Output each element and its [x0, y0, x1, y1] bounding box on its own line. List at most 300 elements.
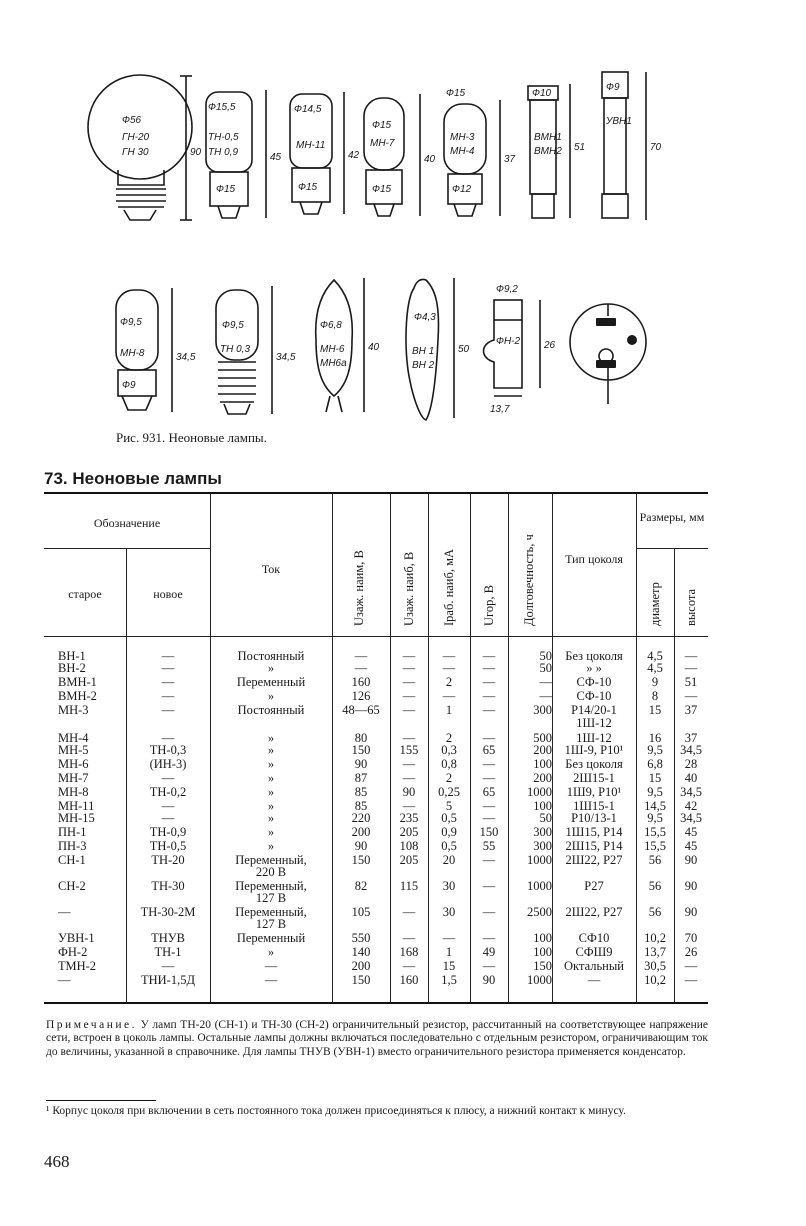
fig-l6-dim: Ф10 [532, 88, 552, 99]
fig-l2-dim: Ф15,5 [208, 102, 236, 113]
cell-new: — [161, 799, 175, 813]
cell-old: МН-4 [58, 731, 89, 745]
cell-u-max: — [402, 771, 416, 785]
cell-current: Переменный [236, 931, 306, 945]
cell-h: — [684, 973, 698, 987]
cell-i: — [442, 689, 456, 703]
fig-b2-b1: ТН 0,3 [220, 344, 251, 355]
fig-l4-h: 40 [424, 154, 436, 165]
cell-u-nom: 220 [351, 811, 371, 825]
cell-life: 150 [533, 959, 552, 973]
cell-i: 1,5 [441, 973, 457, 987]
cell-u-nom: 90 [354, 757, 368, 771]
cell-current: » [267, 689, 275, 703]
cell-h: 90 [684, 853, 698, 867]
cell-life: 50 [539, 649, 552, 663]
cell-old: МН-15 [58, 811, 95, 825]
cell-h: — [684, 649, 698, 663]
cell-d: 15 [648, 771, 662, 785]
cell-i: 2 [445, 771, 453, 785]
cell-h: 90 [684, 879, 698, 893]
cell-u-burn: 55 [482, 839, 496, 853]
fig-b3-b2: МН6а [320, 358, 347, 369]
fig-l1-b2: ГН 30 [122, 147, 149, 158]
cell-new: — [161, 731, 175, 745]
cell-new: — [161, 649, 175, 663]
cell-h: 42 [684, 799, 698, 813]
cell-u-max: — [402, 931, 416, 945]
cell-d: 8 [651, 689, 659, 703]
fig-l7-h: 70 [650, 142, 662, 153]
header-u-burn: Uгор, В [482, 585, 496, 626]
fig-l3-h: 42 [348, 150, 360, 161]
cell-new: — [161, 703, 175, 717]
cell-u-max: — [402, 905, 416, 919]
fig-b2-h: 34,5 [276, 352, 296, 363]
cell-base-line2: 1Ш-12 [576, 716, 612, 730]
fig-b3-b1: МН-6 [320, 344, 345, 355]
cell-u-burn: 90 [482, 973, 496, 987]
cell-u-nom: 150 [351, 973, 371, 987]
header-u-max: Uзаж. наиб, В [402, 551, 416, 626]
cell-life: 100 [533, 945, 552, 959]
cell-base: 1Ш15-1 [573, 799, 615, 813]
cell-old: ТМН-2 [58, 959, 97, 973]
fig-b5-dim: Ф9,2 [496, 284, 518, 295]
cell-current-line2: 220 В [255, 865, 287, 879]
fig-b5-b1: ФН-2 [496, 336, 521, 347]
cell-u-max: 155 [399, 743, 419, 757]
cell-base: Без цоколя [565, 649, 623, 663]
cell-new: ТН-0,2 [149, 785, 187, 799]
table-note [46, 1019, 708, 1059]
header-u-nom: Uзаж. наим, В [352, 550, 366, 626]
cell-h: 28 [684, 757, 698, 771]
header-diameter: диаметр [648, 582, 662, 626]
cell-u-nom: 87 [354, 771, 368, 785]
cell-h: 34,5 [680, 743, 702, 757]
cell-i: 0,3 [441, 743, 457, 757]
cell-old: — [58, 905, 71, 919]
cell-i: 1 [445, 703, 453, 717]
cell-u-burn: — [482, 811, 496, 825]
table-title: 73. Неоновые лампы [44, 469, 222, 488]
cell-d: 13,7 [644, 945, 666, 959]
cell-u-max: — [402, 799, 416, 813]
cell-u-nom: 105 [351, 905, 371, 919]
cell-life: 300 [533, 825, 552, 839]
lamp-mn7 [364, 94, 420, 216]
cell-current-line2: 127 В [255, 891, 287, 905]
cell-life: 300 [533, 839, 552, 853]
cell-old: ВМН-1 [58, 675, 97, 689]
fig-b1-b1: МН-8 [120, 348, 145, 359]
cell-u-nom: 48—65 [342, 703, 380, 717]
table-top-rule [44, 492, 708, 494]
cell-current: » [267, 825, 275, 839]
cell-current: — [264, 959, 278, 973]
cell-u-burn: — [482, 931, 496, 945]
cell-life: 100 [533, 757, 552, 771]
cell-h: 40 [684, 771, 698, 785]
cell-old: УВН-1 [58, 931, 95, 945]
cell-new: — [161, 689, 175, 703]
cell-h: 37 [684, 731, 698, 745]
cell-u-nom: 90 [354, 839, 368, 853]
cell-i: — [442, 649, 456, 663]
cell-old: ПН-3 [58, 839, 87, 853]
cell-u-nom: — [354, 649, 368, 663]
cell-d: 56 [648, 879, 662, 893]
cell-base: 1Ш-9, Р10¹ [564, 743, 624, 757]
fig-l1-dim: Ф56 [122, 115, 142, 126]
cell-h: 26 [684, 945, 698, 959]
fig-b4-b1: ВН 1 [412, 346, 435, 357]
fig-l2-b1: ТН-0,5 [208, 132, 239, 143]
cell-u-nom: 85 [354, 799, 368, 813]
cell-i: 0,25 [438, 785, 460, 799]
header-life: Долговечность, ч [522, 534, 536, 626]
cell-h: 51 [684, 675, 698, 689]
cell-d: 10,2 [644, 973, 666, 987]
cell-u-burn: — [482, 771, 496, 785]
cell-d: 4,5 [647, 661, 663, 675]
cell-old: МН-11 [58, 799, 95, 813]
cell-h: 90 [684, 905, 698, 919]
cell-u-max: 160 [399, 973, 419, 987]
fig-b4-dim: Ф4,3 [414, 312, 436, 323]
cell-old: МН-7 [58, 771, 89, 785]
cell-life: 1000 [527, 785, 552, 799]
fig-l4-dim: Ф15 [372, 120, 392, 131]
cell-base: 1Ш9, Р10¹ [566, 785, 622, 799]
cell-old: МН-6 [58, 757, 89, 771]
cell-new: ТН-1 [154, 945, 182, 959]
cell-current: Переменный, [235, 879, 307, 893]
footnote-rule [46, 1100, 156, 1101]
cell-base: 2Ш22, Р27 [565, 905, 623, 919]
header-base-type: Тип цоколя [565, 552, 623, 566]
cell-u-nom: 150 [351, 853, 371, 867]
cell-base: 2Ш15, Р14 [565, 839, 623, 853]
cell-current: » [267, 731, 275, 745]
cell-base: Р27 [584, 879, 604, 893]
cell-i: 20 [442, 853, 456, 867]
cell-current: Постоянный [237, 703, 305, 717]
cell-d: 15,5 [644, 825, 666, 839]
cell-u-max: 205 [399, 853, 419, 867]
cell-h: 45 [684, 839, 698, 853]
cell-current: » [267, 757, 275, 771]
cell-new: ТН-20 [151, 853, 185, 867]
cell-h: 34,5 [680, 785, 702, 799]
cell-new: ТНИ-1,5Д [140, 973, 195, 987]
cell-u-burn: 65 [482, 785, 496, 799]
fig-b4-h: 50 [458, 344, 470, 355]
cell-new: — [161, 675, 175, 689]
cell-u-burn: — [482, 853, 496, 867]
cell-new: ТН-0,9 [149, 825, 187, 839]
cell-old: ВН-1 [58, 649, 86, 663]
cell-new: — [161, 959, 175, 973]
cell-current: Переменный, [235, 853, 307, 867]
cell-h: 70 [684, 931, 698, 945]
cell-current: » [267, 945, 275, 959]
cell-u-max: — [402, 731, 416, 745]
cell-base: Без цоколя [565, 757, 623, 771]
fig-l6-b1: ВМН1 [534, 132, 562, 143]
cell-new: ТН-0,5 [149, 839, 187, 853]
cell-current: » [267, 799, 275, 813]
cell-u-nom: 550 [351, 931, 371, 945]
cell-u-burn: — [482, 799, 496, 813]
cell-h: 37 [684, 703, 698, 717]
cell-current: » [267, 785, 275, 799]
cell-u-nom: 160 [351, 675, 371, 689]
cell-u-max: — [402, 703, 416, 717]
fig-b1-base: Ф9 [122, 380, 136, 391]
cell-i: 30 [442, 879, 456, 893]
figure-caption: Рис. 931. Неоновые лампы. [116, 430, 267, 445]
cell-current: » [267, 743, 275, 757]
fig-b5-h: 26 [544, 340, 556, 351]
cell-life: 100 [533, 931, 552, 945]
cell-h: — [684, 959, 698, 973]
fig-l5-b2: МН-4 [450, 146, 475, 157]
lamp-mn3 [444, 100, 500, 216]
cell-current: — [264, 973, 278, 987]
cell-u-burn: — [482, 675, 496, 689]
header-height: высота [684, 588, 698, 626]
fig-l5-dim: Ф15 [446, 88, 466, 99]
cell-current: » [267, 839, 275, 853]
cell-u-burn: — [482, 879, 496, 893]
cell-base: СФ-10 [576, 675, 612, 689]
fig-l1-b1: ГН-20 [122, 132, 150, 143]
fig-l7-b1: УВН1 [606, 116, 632, 127]
header-subrule-designation [44, 548, 210, 549]
cell-h: — [684, 689, 698, 703]
cell-u-burn: — [482, 661, 496, 675]
cell-u-nom: 126 [351, 689, 371, 703]
cell-new: (ИН-3) [149, 757, 187, 771]
fig-b5-w: 13,7 [490, 404, 510, 415]
cell-new: — [161, 661, 175, 675]
fig-b3-h: 40 [368, 342, 380, 353]
cell-d: 30,5 [644, 959, 666, 973]
fig-l3-b1: МН-11 [296, 140, 326, 151]
note-label: Примечание. [46, 1019, 137, 1031]
cell-d: 10,2 [644, 931, 666, 945]
fig-l6-h: 51 [574, 142, 586, 153]
cell-life: 2500 [527, 905, 552, 919]
cell-d: 9,5 [647, 743, 663, 757]
fig-l1-h: 90 [190, 147, 202, 158]
cell-d: 9,5 [647, 785, 663, 799]
cell-current: » [267, 771, 275, 785]
fig-l6-b2: ВМН2 [534, 146, 562, 157]
cell-base: 1Ш-12 [576, 731, 612, 745]
cell-i: — [442, 931, 456, 945]
cell-old: — [58, 973, 71, 987]
page-number: 468 [44, 1152, 70, 1171]
cell-old: СН-2 [58, 879, 86, 893]
header-old: старое [68, 587, 102, 601]
cell-life: 200 [533, 771, 552, 785]
cell-u-burn: — [482, 689, 496, 703]
fig-l3-base: Ф15 [298, 182, 318, 193]
cell-life: 1000 [527, 853, 552, 867]
cell-new: ТН-30-2М [140, 905, 196, 919]
cell-u-max: 90 [402, 785, 416, 799]
cell-base: 2Ш15-1 [573, 771, 615, 785]
cell-i: 15 [442, 959, 456, 973]
cell-u-burn: 150 [479, 825, 499, 839]
cell-old: МН-8 [58, 785, 89, 799]
cell-base: — [587, 973, 601, 987]
cell-u-nom: 200 [351, 825, 371, 839]
note-text: У ламп ТН-20 (СН-1) и ТН-30 (СН-2) ограничительный резистор, рассчитанный на соответствующее напряжение сети, встроен в цоколь лампы. Остальные лампы должны включаться последовательно с отдельным резистором, ограничивающим ток до величины, указанной в справочнике. Для лампы ТНУВ (УВН-1) вместо ограничительного резистора применяется конденсатор. [46, 1019, 709, 1058]
header-designation: Обозначение [93, 516, 161, 530]
cell-u-max: — [402, 649, 416, 663]
header-subrule-dims [636, 548, 708, 549]
cell-new: — [161, 771, 175, 785]
cell-base: СФШ9 [575, 945, 613, 959]
cell-new: ТН-30 [151, 879, 185, 893]
cell-new: — [161, 811, 175, 825]
cell-u-nom: 200 [351, 959, 371, 973]
cell-u-max: — [402, 959, 416, 973]
cell-u-nom: 85 [354, 785, 368, 799]
cell-u-max: — [402, 675, 416, 689]
cell-d: 14,5 [644, 799, 666, 813]
cell-i: 0,5 [441, 811, 457, 825]
cell-life: — [539, 689, 552, 703]
cell-d: 9,5 [647, 811, 663, 825]
cell-u-burn: 49 [482, 945, 496, 959]
header-bottom-rule [44, 636, 708, 637]
footnote: ¹ Корпус цоколя при включении в сеть постоянного тока должен присоединяться к плюсу, а нижний контакт к минусу. [46, 1105, 626, 1117]
cell-i: 2 [445, 675, 453, 689]
fig-b1-dim: Ф9,5 [120, 317, 142, 328]
cell-life: 1000 [527, 973, 552, 987]
cell-old: ПН-1 [58, 825, 87, 839]
cell-life: 500 [533, 731, 552, 745]
fig-l4-b1: МН-7 [370, 138, 395, 149]
cell-u-nom: 82 [354, 879, 368, 893]
cell-u-burn: — [482, 905, 496, 919]
fig-b2-dim: Ф9,5 [222, 320, 244, 331]
cell-base: Октальный [564, 959, 624, 973]
cell-base: Р10/13-1 [571, 811, 617, 825]
fig-l3-dim: Ф14,5 [294, 104, 322, 115]
cell-u-max: 235 [399, 811, 419, 825]
cell-d: 15 [648, 703, 662, 717]
fig-b4-b2: ВН 2 [412, 360, 435, 371]
cell-base: СФ-10 [576, 689, 612, 703]
cell-current: Переменный [236, 675, 306, 689]
fig-l4-base: Ф15 [372, 184, 392, 195]
cell-u-max: 168 [399, 945, 419, 959]
cell-life: 100 [533, 799, 552, 813]
cell-i: 0,5 [441, 839, 457, 853]
cell-i: — [442, 661, 456, 675]
fig-l2-h: 45 [270, 152, 282, 163]
cell-u-burn: — [482, 757, 496, 771]
cell-base: » » [586, 661, 602, 675]
cell-current: » [267, 811, 275, 825]
header-dims: Размеры, мм [639, 510, 705, 524]
cell-u-nom: — [354, 661, 368, 675]
fig-b3-dim: Ф6,8 [320, 320, 342, 331]
cell-i: 0,8 [441, 757, 457, 771]
cell-u-nom: 150 [351, 743, 371, 757]
cell-life: 50 [539, 811, 552, 825]
cell-d: 6,8 [647, 757, 663, 771]
cell-current-line2: 127 В [255, 917, 287, 931]
cell-u-burn: — [482, 649, 496, 663]
cell-new: ТН-0,3 [149, 743, 187, 757]
lamp-fn2 [484, 300, 541, 396]
cell-old: ФН-2 [58, 945, 88, 959]
fig-l2-b2: ТН 0,9 [208, 147, 239, 158]
cell-old: ВН-2 [58, 661, 86, 675]
cell-new: ТНУВ [151, 931, 185, 945]
header-current: Ток [261, 562, 281, 576]
cell-old: СН-1 [58, 853, 86, 867]
cell-base: СФ10 [578, 931, 610, 945]
fig-l5-h: 37 [504, 154, 516, 165]
cell-u-max: 108 [399, 839, 419, 853]
cell-i: 0,9 [441, 825, 457, 839]
cell-d: 4,5 [647, 649, 663, 663]
cell-u-max: — [402, 661, 416, 675]
cell-u-max: — [402, 757, 416, 771]
cell-base: 1Ш15, Р14 [565, 825, 623, 839]
cell-current: Постоянный [237, 649, 305, 663]
cell-current: Переменный, [235, 905, 307, 919]
cell-life: — [539, 675, 552, 689]
cell-d: 56 [648, 905, 662, 919]
cell-u-burn: 65 [482, 743, 496, 757]
header-new: новое [153, 587, 183, 601]
cell-h: 34,5 [680, 811, 702, 825]
cell-i: 1 [445, 945, 453, 959]
cell-base: Р14/20-1 [571, 703, 617, 717]
fig-l7-dim: Ф9 [606, 82, 620, 93]
neon-lamps-figure [0, 0, 806, 440]
lamp-uvn1 [602, 72, 646, 220]
cell-i: 2 [445, 731, 453, 745]
fig-l2-base: Ф15 [216, 184, 236, 195]
cell-old: МН-3 [58, 703, 89, 717]
cell-life: 50 [539, 661, 552, 675]
fig-b1-h: 34,5 [176, 352, 196, 363]
table-bottom-rule [44, 1002, 708, 1004]
cell-u-nom: 80 [354, 731, 368, 745]
header-i-work: Iраб. наиб, мА [442, 548, 456, 626]
cell-u-nom: 140 [351, 945, 371, 959]
cell-life: 1000 [527, 879, 552, 893]
cell-u-max: — [402, 689, 416, 703]
cell-u-burn: — [482, 959, 496, 973]
cell-life: 200 [533, 743, 552, 757]
cell-h: 45 [684, 825, 698, 839]
cell-u-burn: — [482, 703, 496, 717]
cell-d: 56 [648, 853, 662, 867]
cell-u-burn: — [482, 731, 496, 745]
cell-life: 300 [533, 703, 552, 717]
